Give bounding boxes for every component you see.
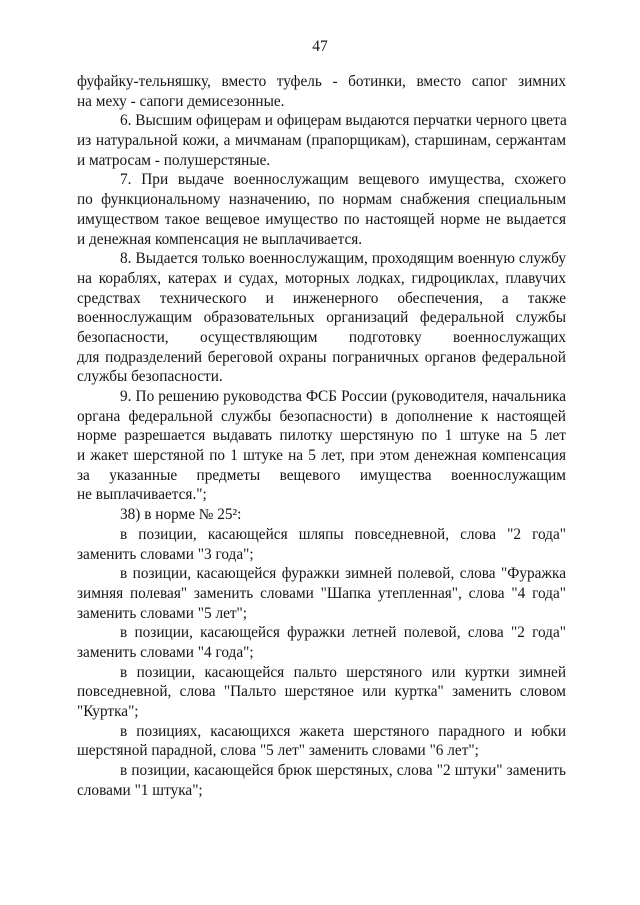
text-line: на кораблях, катерах и судах, моторных лодках, гидроциклах, плавучих bbox=[77, 269, 566, 287]
text-line: зимняя полевая" заменить словами "Шапка утепленная", слова "4 года" bbox=[77, 584, 566, 602]
text-line: в позиции, касающейся пальто шерстяного или куртки зимней bbox=[120, 663, 566, 681]
text-line: 8. Выдается только военнослужащим, проходящим военную службу bbox=[120, 250, 566, 268]
text-line: в позициях, касающихся жакета шерстяного парадного и юбки bbox=[120, 722, 566, 740]
text-line: на меху - сапоги демисезонные. bbox=[77, 92, 285, 110]
text-line: 38) в норме № 25²: bbox=[120, 506, 242, 524]
text-line: и матросам - полушерстяные. bbox=[77, 151, 271, 169]
text-line: органа федеральной службы безопасности) в дополнение к настоящей bbox=[77, 407, 566, 425]
text-line: фуфайку-тельняшку, вместо туфель - ботинки, вместо сапог зимних bbox=[77, 73, 566, 90]
text-line: "Куртка"; bbox=[77, 703, 139, 720]
text-line: в позиции, касающейся фуражки зимней полевой, слова "Фуражка bbox=[120, 565, 566, 583]
text-line: заменить словами "4 года"; bbox=[77, 643, 254, 661]
text-line: и жакет шерстяной по 1 штуке на 5 лет, при этом денежная компенсация bbox=[77, 447, 566, 465]
text-line: повседневной, слова "Пальто шерстяное или куртка" заменить словом bbox=[77, 683, 566, 701]
text-line: и денежная компенсация не выплачивается. bbox=[77, 230, 363, 248]
text-line: заменить словами "5 лет"; bbox=[77, 604, 248, 622]
document-body bbox=[77, 72, 566, 800]
text-line: за указанные предметы вещевого имущества военнослужащим bbox=[77, 466, 566, 484]
text-line: 6. Высшим офицерам и офицерам выдаются перчатки черного цвета bbox=[120, 112, 567, 130]
text-line: по функциональному назначению, по нормам снабжения специальным bbox=[77, 191, 566, 209]
text-line: 7. При выдаче военнослужащим вещевого имущества, схожего bbox=[120, 171, 566, 189]
text-line: в позиции, касающейся брюк шерстяных, слова "2 штуки" заменить bbox=[120, 762, 566, 780]
text-line: из натуральной кожи, а мичманам (прапорщикам), старшинам, сержантам bbox=[77, 132, 566, 150]
text-line: заменить словами "3 года"; bbox=[77, 545, 254, 563]
text-line: в позиции, касающейся шляпы повседневной, слова "2 года" bbox=[120, 525, 566, 543]
text-line: не выплачивается."; bbox=[77, 486, 207, 504]
text-line: безопасности, осуществляющим подготовку военнослужащих bbox=[77, 328, 566, 346]
text-line: шерстяной парадной, слова "5 лет" заменить словами "6 лет"; bbox=[77, 742, 479, 760]
text-line: 9. По решению руководства ФСБ России (руководителя, начальника bbox=[120, 388, 566, 405]
text-line: имуществом такое вещевое имущество по настоящей норме не выдается bbox=[77, 210, 566, 228]
text-line: норме разрешается выдавать пилотку шерстяную по 1 штуке на 5 лет bbox=[77, 427, 566, 445]
text-line: службы безопасности. bbox=[77, 368, 223, 386]
text-line: для подразделений береговой охраны пограничных органов федеральной bbox=[77, 348, 566, 366]
text-line: средствах технического и инженерного обеспечения, а также bbox=[77, 289, 566, 307]
page-number: 47 bbox=[312, 38, 328, 55]
text-line: в позиции, касающейся фуражки летней полевой, слова "2 года" bbox=[120, 624, 566, 642]
text-line: военнослужащим образовательных организаций федеральной службы bbox=[77, 309, 566, 327]
text-line: словами "1 штука"; bbox=[77, 781, 203, 799]
